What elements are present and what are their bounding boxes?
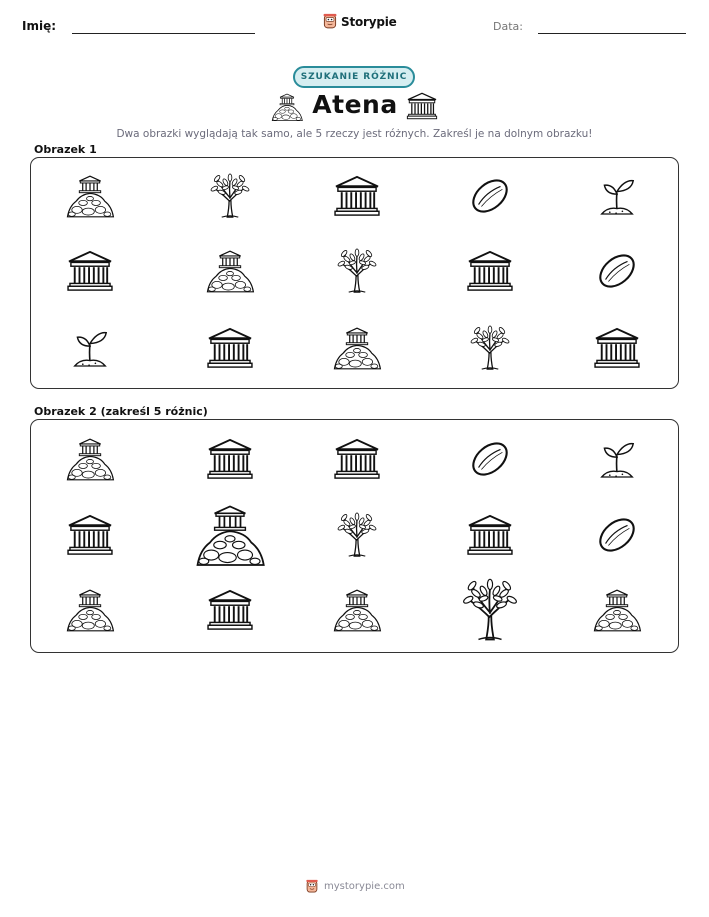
acropolis-icon bbox=[204, 248, 256, 294]
temple-icon[interactable] bbox=[333, 438, 381, 480]
temple-icon[interactable] bbox=[66, 514, 114, 556]
brand-logo bbox=[322, 13, 397, 30]
olive-tree-icon[interactable] bbox=[334, 512, 380, 558]
olive-tree-icon bbox=[334, 248, 380, 294]
footer bbox=[305, 879, 405, 894]
mascot-icon bbox=[322, 13, 338, 30]
date-line[interactable] bbox=[538, 33, 686, 34]
instructions: Dwa obrazki wyglądają tak samo, ale 5 rzeczy jest różnych. Zakreśl je na dolnym obrazku! bbox=[116, 128, 593, 140]
name-label: Imię: bbox=[22, 19, 57, 33]
sprout-icon bbox=[72, 326, 108, 370]
olive-icon bbox=[596, 250, 638, 292]
sprout-icon[interactable] bbox=[599, 437, 635, 481]
temple-icon bbox=[206, 327, 254, 369]
sprout-icon bbox=[599, 174, 635, 218]
temple-icon bbox=[406, 92, 438, 120]
olive-icon bbox=[469, 175, 511, 217]
acropolis-icon[interactable] bbox=[331, 587, 383, 633]
footer-site: mystorypie.com bbox=[324, 881, 405, 892]
temple-icon[interactable] bbox=[206, 589, 254, 631]
temple-icon[interactable] bbox=[206, 438, 254, 480]
acropolis-icon bbox=[64, 173, 116, 219]
olive-tree-icon[interactable] bbox=[458, 578, 522, 642]
mascot-icon bbox=[305, 879, 319, 894]
date-label: Data: bbox=[493, 20, 523, 33]
picture2-label: Obrazek 2 (zakreśl 5 różnic) bbox=[34, 405, 208, 418]
acropolis-icon[interactable] bbox=[193, 502, 268, 569]
acropolis-icon[interactable] bbox=[64, 587, 116, 633]
acropolis-icon bbox=[331, 325, 383, 371]
temple-icon bbox=[66, 250, 114, 292]
page-title: Atena bbox=[312, 90, 398, 119]
picture1-label: Obrazek 1 bbox=[34, 143, 97, 156]
name-line[interactable] bbox=[72, 33, 255, 34]
olive-tree-icon bbox=[467, 325, 513, 371]
acropolis-icon bbox=[270, 92, 304, 122]
olive-icon[interactable] bbox=[469, 438, 511, 480]
activity-badge: SZUKANIE RÓŻNIC bbox=[293, 66, 415, 88]
olive-icon[interactable] bbox=[596, 514, 638, 556]
acropolis-icon[interactable] bbox=[64, 436, 116, 482]
temple-icon bbox=[593, 327, 641, 369]
temple-icon bbox=[333, 175, 381, 217]
acropolis-icon[interactable] bbox=[591, 587, 643, 633]
brand-name: Storypie bbox=[341, 14, 397, 29]
temple-icon bbox=[466, 250, 514, 292]
olive-tree-icon bbox=[207, 173, 253, 219]
temple-icon[interactable] bbox=[466, 514, 514, 556]
